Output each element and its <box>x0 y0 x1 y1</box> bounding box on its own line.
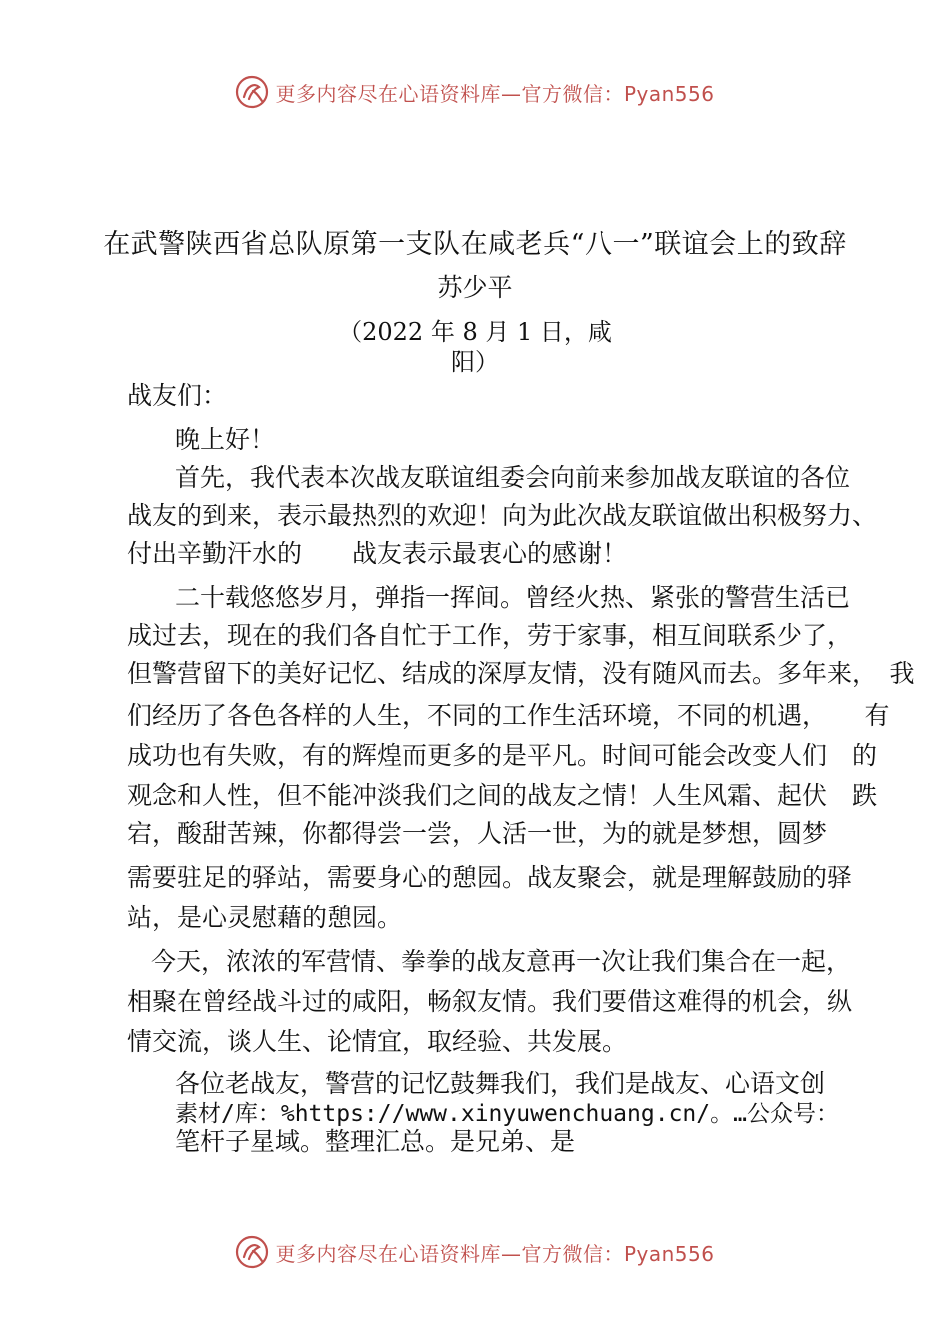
body-line: 今天，浓浓的军营情、拳拳的战友意再一次让我们集合在一起， <box>151 947 852 976</box>
body-line: 首先，我代表本次战友联谊组委会向前来参加战友联谊的各位 <box>175 463 851 492</box>
body-line: 二十载悠悠岁月，弹指一挥间。曾经火热、紧张的警营生活已 <box>175 583 851 612</box>
body-line: 相聚在曾经战斗过的咸阳，畅叙友情。我们要借这难得的机会，纵 <box>127 987 853 1016</box>
body-line: 战友的到来，表示最热烈的欢迎！向为此次战友联谊做出积极努力、 <box>127 501 878 530</box>
body-line: 晚上好！ <box>175 425 276 454</box>
banner-text: 更多内容尽在心语资料库—官方微信：Pyan556 <box>275 81 715 106</box>
body-line: 成过去，现在的我们各自忙于工作，劳于家事，相互间联系少了， <box>127 621 853 650</box>
body-line: 需要驻足的驿站，需要身心的憩园。战友聚会，就是理解鼓励的驿 <box>127 863 853 892</box>
body-line: 宕，酸甜苦辣，你都得尝一尝，人活一世，为的就是梦想，圆梦 <box>127 819 828 848</box>
body-line: 情交流，谈人生、论情宜，取经验、共发展。 <box>127 1027 628 1056</box>
header-watermark-banner <box>0 72 950 112</box>
body-line: 站，是心灵慰藉的憩园。 <box>127 903 403 932</box>
document-title: 在武警陕西省总队原第一支队在咸老兵“八一”联谊会上的致辞 <box>103 229 847 260</box>
body-line: 付出辛勤汗水的 战友表示最衷心的感谢！ <box>127 539 628 568</box>
body-line: 成功也有失败，有的辉煌而更多的是平凡。时间可能会改变人们 的 <box>127 741 878 770</box>
body-line: 各位老战友，警营的记忆鼓舞我们，我们是战友、心语文创 <box>175 1069 826 1098</box>
signature-logo-icon <box>235 75 269 109</box>
body-line: 但警营留下的美好记忆、结成的深厚友情，没有随风而去。多年来， 我 <box>127 659 915 688</box>
body-line: 们经历了各色各样的人生，不同的工作生活环境，不同的机遇， 有 <box>127 701 890 730</box>
footer-watermark-banner <box>0 1232 950 1272</box>
body-line: 素材/库：%https://www.xinyuwenchuang.cn/。…公众号： <box>175 1101 839 1127</box>
body-line: 战友们： <box>127 381 228 410</box>
document-date-line-1: （2022 年 8 月 1 日，咸 <box>338 318 612 346</box>
banner-text: 更多内容尽在心语资料库—官方微信：Pyan556 <box>275 1241 715 1266</box>
body-line: 观念和人性，但不能冲淡我们之间的战友之情！人生风霜、起伏 跌 <box>127 781 878 810</box>
document-date-line-2: 阳） <box>451 348 499 376</box>
signature-logo-icon <box>235 1235 269 1269</box>
body-line: 笔杆子星域。整理汇总。是兄弟、是 <box>175 1127 576 1156</box>
document-author: 苏少平 <box>437 273 513 302</box>
